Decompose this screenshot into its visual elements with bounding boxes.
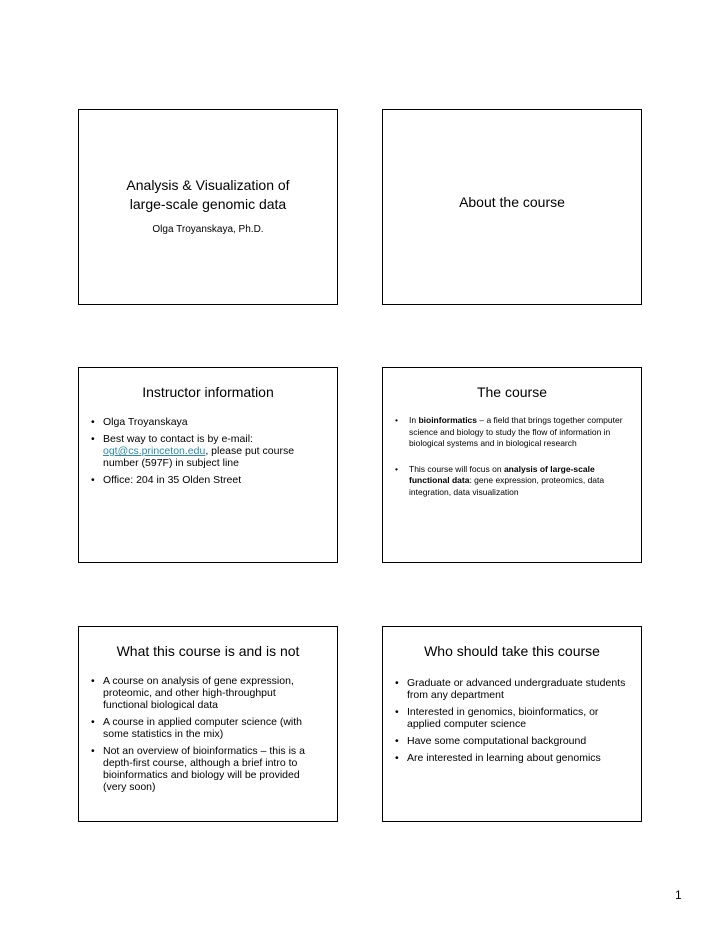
list-item: • Olga Troyanskaya: [91, 416, 323, 428]
course-title-line2: large-scale genomic data: [129, 196, 287, 212]
slide-heading: Instructor information: [142, 384, 274, 400]
slide-title-page: [78, 109, 338, 305]
list-item: • Best way to contact is by e-mail: ogt@cs.princeton.edu, please put course number (597F) in subject line: [91, 433, 323, 469]
list-item: • Graduate or advanced undergraduate students from any department: [395, 677, 627, 701]
bullet-list: [395, 677, 627, 769]
bullet-list: [395, 415, 629, 498]
slide-instructor: [78, 367, 338, 563]
slide-what-course-is: [78, 626, 338, 822]
list-item: • A course in applied computer science (with some statistics in the mix): [91, 716, 323, 740]
slide-the-course: [382, 367, 642, 563]
course-title: [79, 176, 337, 214]
author-name: Olga Troyanskaya, Ph.D.: [152, 224, 264, 235]
slide-who-should-take: [382, 626, 642, 822]
list-item: • Not an overview of bioinformatics – this is a depth-first course, although a brief intro to bioinformatics and biology will be provided (very soon): [91, 745, 323, 793]
list-item: • Interested in genomics, bioinformatics, or applied computer science: [395, 706, 627, 730]
list-item: • Office: 204 in 35 Olden Street: [91, 474, 323, 486]
bullet-list: [91, 416, 323, 491]
slide-heading: What this course is and is not: [116, 643, 300, 659]
list-item: • Have some computational background: [395, 735, 627, 747]
course-title-line1: Analysis & Visualization of: [126, 177, 290, 193]
email-link[interactable]: ogt@cs.princeton.edu: [103, 445, 206, 457]
bullet-list: [91, 675, 323, 798]
list-item: • A course on analysis of gene expression, proteomic, and other high-throughput functional biological data: [91, 675, 323, 711]
slide-heading: The course: [476, 384, 548, 400]
list-item: • This course will focus on analysis of large-scale functional data: gene expression, proteomics, data integration, data visualization: [395, 464, 629, 499]
list-item: • Are interested in learning about genomics: [395, 752, 627, 764]
slide-heading: Who should take this course: [424, 643, 600, 659]
list-item: • In bioinformatics – a field that brings together computer science and biology to study the flow of information in biological systems and in biological research: [395, 415, 629, 450]
page-number: 1: [675, 888, 682, 902]
slide-about: [382, 109, 642, 305]
slide-heading: About the course: [459, 194, 565, 210]
